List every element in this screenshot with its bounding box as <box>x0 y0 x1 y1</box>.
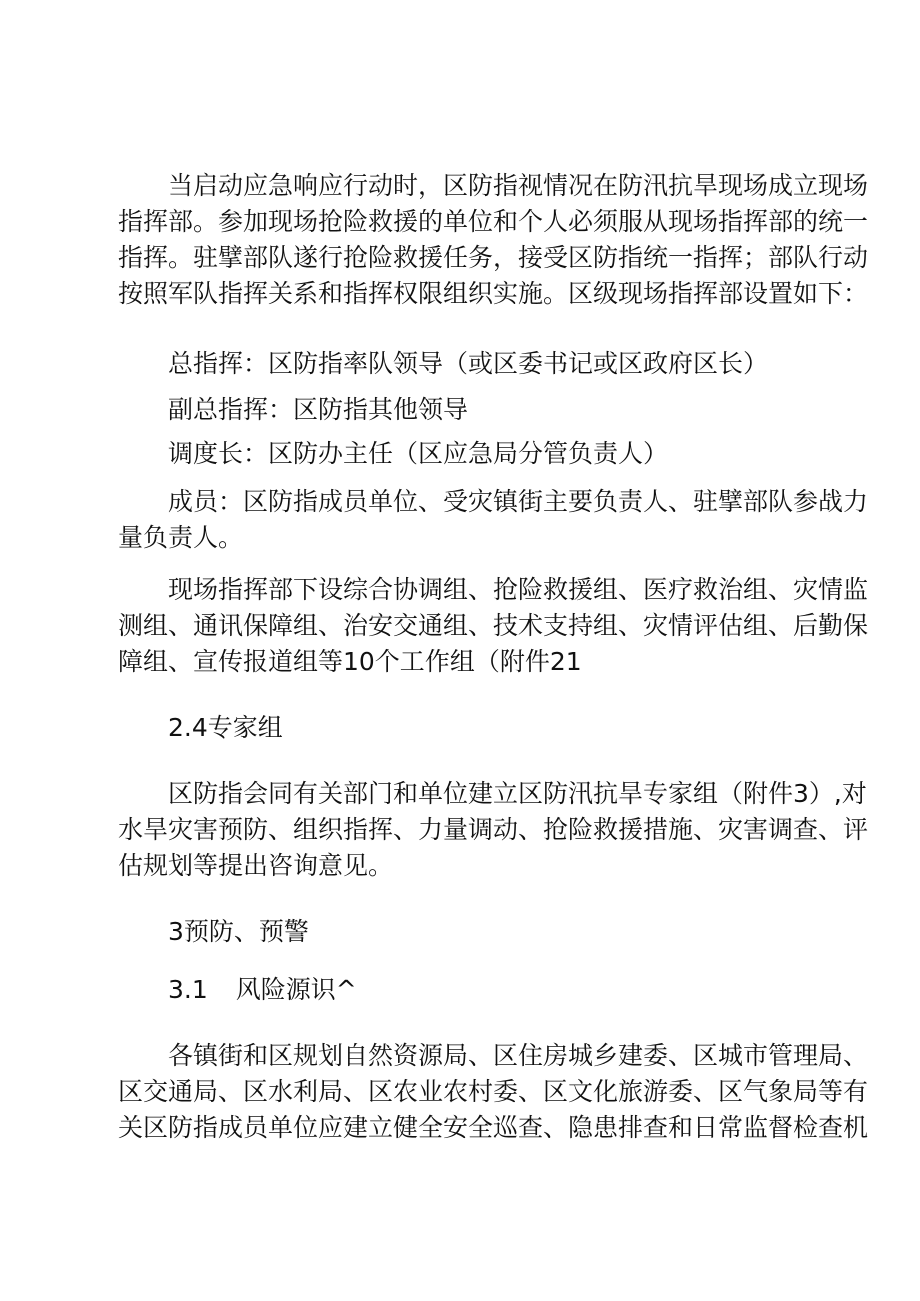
paragraph-expert-group <box>118 776 869 884</box>
paragraph-working-groups <box>118 572 869 680</box>
text-line: 调度长：区防办主任（区应急局分管负责人） <box>168 439 669 468</box>
text-line: 关区防指成员单位应建立健全安全巡查、隐患排查和日常监督检查机 <box>118 1113 869 1142</box>
text-line: 成员：区防指成员单位、受灾镇街主要负责人、驻擘部队参战力 <box>168 487 869 516</box>
text-line: 指挥。驻擘部队遂行抢险救援任务，接受区防指统一指挥；部队行动 <box>118 243 869 272</box>
text-line: 水旱灾害预防、组织指挥、力量调动、抢险救援措施、灾害调查、评 <box>118 815 869 844</box>
text-line: 当启动应急响应行动时，区防指视情况在防汛抗旱现场成立现场 <box>168 171 869 200</box>
text-line: 估规划等提出咨询意见。 <box>118 851 394 880</box>
text-line: 区防指会同有关部门和单位建立区防汛抗旱专家组（附件3）,对 <box>168 779 867 808</box>
section-title: 风险源识^ <box>235 975 357 1004</box>
section-heading-expert-group: 2.4专家组 <box>168 713 283 742</box>
text-line: 指挥部。参加现场抢险救援的单位和个人必须服从现场指挥部的统一 <box>118 207 869 236</box>
text-line: 障组、宣传报道组等10个工作组（附件21 <box>118 647 582 676</box>
text-line: 测组、通讯保障组、治安交通组、技术支持组、灾情评估组、后勤保 <box>118 611 869 640</box>
text-line: 总指挥：区防指率队领导（或区委书记或区政府区长） <box>168 349 769 378</box>
paragraph-risk-sources <box>118 1038 869 1146</box>
text-line: 现场指挥部下设综合协调组、抢险救援组、医疗救治组、灾情监 <box>168 575 869 604</box>
text-line: 量负责人。 <box>118 523 244 552</box>
section-heading-prevention-warning: 3预防、预警 <box>168 917 309 946</box>
paragraph-dispatcher <box>118 436 818 472</box>
text-line: 按照军队指挥关系和指挥权限组织实施。区级现场指挥部设置如下： <box>118 279 869 308</box>
paragraph-members <box>118 484 869 556</box>
paragraph-on-site-command <box>118 168 869 312</box>
text-line: 区交通局、区水利局、区农业农村委、区文化旅游委、区气象局等有 <box>118 1077 869 1106</box>
text-line: 各镇街和区规划自然资源局、区住房城乡建委、区城市管理局、 <box>168 1041 869 1070</box>
paragraph-commander <box>118 346 818 382</box>
section-heading-risk-identification <box>168 972 357 1008</box>
section-number: 3.1 <box>168 975 208 1004</box>
paragraph-deputy-commander <box>118 392 818 428</box>
text-line: 副总指挥：区防指其他领导 <box>168 395 469 424</box>
